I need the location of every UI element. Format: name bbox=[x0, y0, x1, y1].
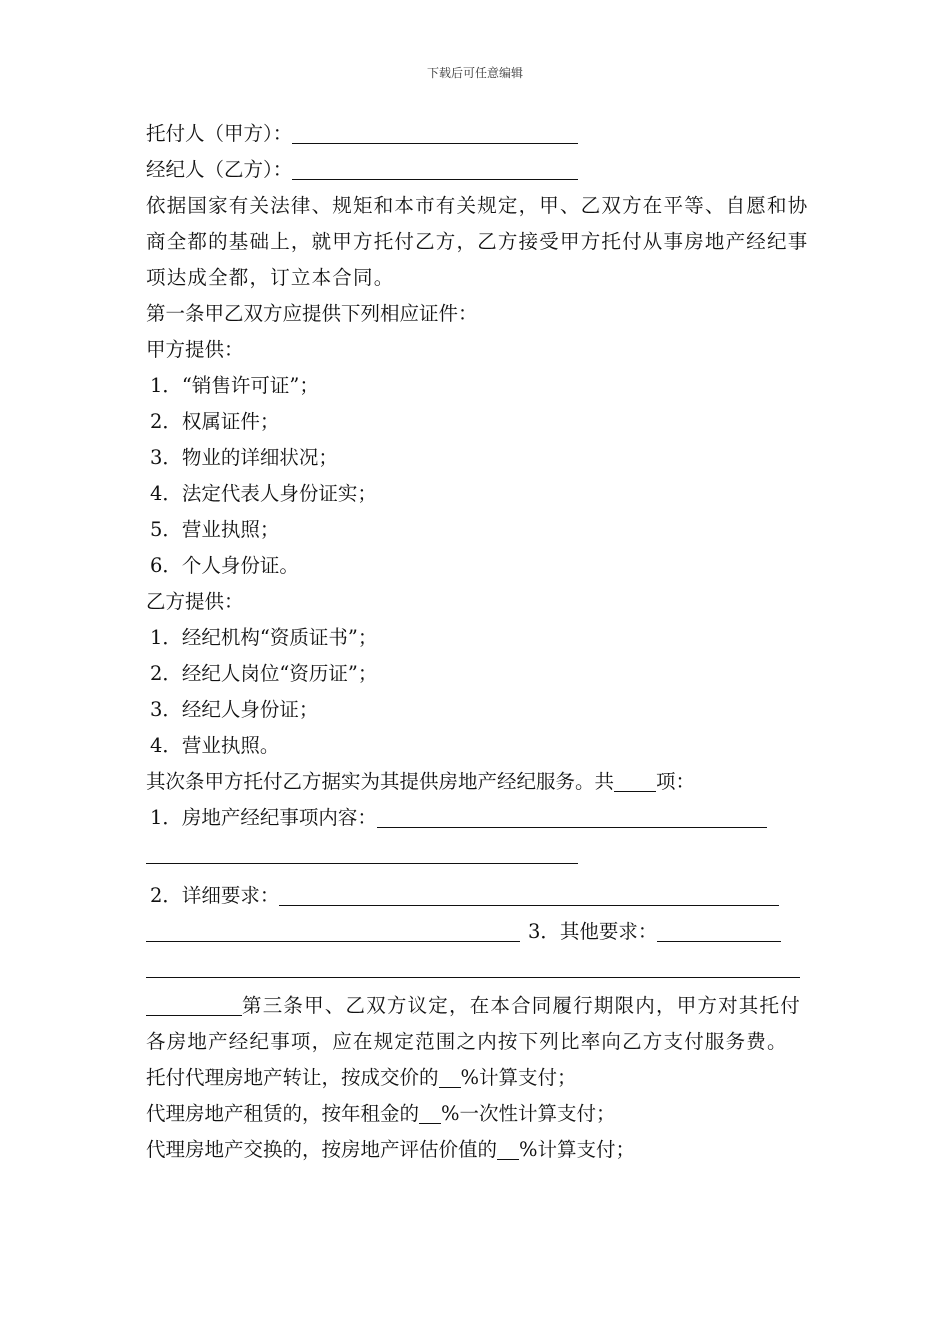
article2-item1-label: 1．房地产经纪事项内容： bbox=[150, 806, 377, 829]
party-a-blank bbox=[292, 121, 578, 144]
fee-lease-label: 代理房地产租赁的，按年租金的 bbox=[146, 1102, 420, 1125]
list-item: 3．经纪人身份证； bbox=[150, 698, 319, 721]
article3-paragraph bbox=[146, 988, 810, 1060]
list-item: 2．权属证件； bbox=[150, 410, 280, 433]
article3-text: 第三条甲、乙双方议定，在本合同履行期限内，甲方对其托付各房地产经纪事项，应在规定范围之内按下列比率向乙方支付服务费。 bbox=[146, 994, 801, 1053]
article2-item3-blank bbox=[657, 919, 781, 942]
article2-item2-line bbox=[146, 878, 810, 914]
fee-exchange-label: 代理房地产交换的，按房地产评估价值的 bbox=[146, 1138, 498, 1161]
party-a-provides-heading: 甲方提供： bbox=[146, 338, 244, 361]
article2-line bbox=[146, 764, 810, 800]
fee-exchange-line bbox=[146, 1132, 810, 1168]
article2-item2-label: 2．详细要求： bbox=[150, 884, 280, 907]
fee-lease-suffix: %一次性计算支付； bbox=[441, 1102, 616, 1125]
article2-count-blank bbox=[614, 769, 656, 792]
article2-item1-blank-2 bbox=[146, 841, 578, 864]
article2-item2-blank bbox=[279, 883, 779, 906]
list-item: 2．经纪人岗位“资历证”； bbox=[150, 662, 378, 685]
fee-lease-line bbox=[146, 1096, 810, 1132]
intro-paragraph: 依据国家有关法律、规矩和本市有关规定，甲、乙双方在平等、自愿和协商全都的基础上，就甲方托付乙方，乙方接受甲方托付从事房地产经纪事项达成全都，订立本合同。 bbox=[146, 194, 809, 289]
list-item: 3．物业的详细状况； bbox=[150, 446, 338, 469]
party-a-line bbox=[146, 116, 810, 152]
article2-item3-blank-2 bbox=[146, 955, 800, 978]
contract-body bbox=[146, 116, 810, 1168]
list-item: 4．营业执照。 bbox=[150, 734, 280, 757]
page-header: 下载后可任意编辑 bbox=[426, 66, 523, 80]
article2-item3-continuation bbox=[146, 950, 810, 986]
fee-transfer-line bbox=[146, 1060, 810, 1096]
fee-lease-blank bbox=[419, 1101, 441, 1124]
article2-item3-label: 3．其他要求： bbox=[528, 920, 658, 943]
list-item: 6．个人身份证。 bbox=[150, 554, 299, 577]
fee-exchange-blank bbox=[497, 1137, 519, 1160]
party-b-label: 经纪人（乙方）： bbox=[146, 158, 293, 181]
article2-item3-line bbox=[146, 914, 810, 950]
fee-transfer-blank bbox=[439, 1065, 461, 1088]
party-a-label: 托付人（甲方）： bbox=[146, 122, 293, 145]
article2-item1-line bbox=[146, 800, 810, 836]
party-b-line bbox=[146, 152, 810, 188]
list-item: 1．经纪机构“资质证书”； bbox=[150, 626, 378, 649]
article2-item1-continuation bbox=[146, 836, 810, 872]
article2-text: 其次条甲方托付乙方据实为其提供房地产经纪服务。共 bbox=[146, 770, 615, 793]
list-item: 1．“销售许可证”； bbox=[150, 374, 319, 397]
article3-leading-blank bbox=[146, 993, 242, 1016]
fee-transfer-label: 托付代理房地产转让，按成交价的 bbox=[146, 1066, 439, 1089]
party-b-provides-heading: 乙方提供： bbox=[146, 590, 244, 613]
fee-exchange-suffix: %计算支付； bbox=[519, 1138, 636, 1161]
article2-item2-blank-2 bbox=[146, 919, 520, 942]
article2-suffix: 项： bbox=[656, 770, 696, 793]
fee-transfer-suffix: %计算支付； bbox=[460, 1066, 577, 1089]
list-item: 5．营业执照； bbox=[150, 518, 280, 541]
party-b-blank bbox=[292, 157, 578, 180]
article2-item1-blank bbox=[377, 805, 767, 828]
article1-title: 第一条甲乙双方应提供下列相应证件： bbox=[146, 302, 478, 325]
list-item: 4．法定代表人身份证实； bbox=[150, 482, 377, 505]
